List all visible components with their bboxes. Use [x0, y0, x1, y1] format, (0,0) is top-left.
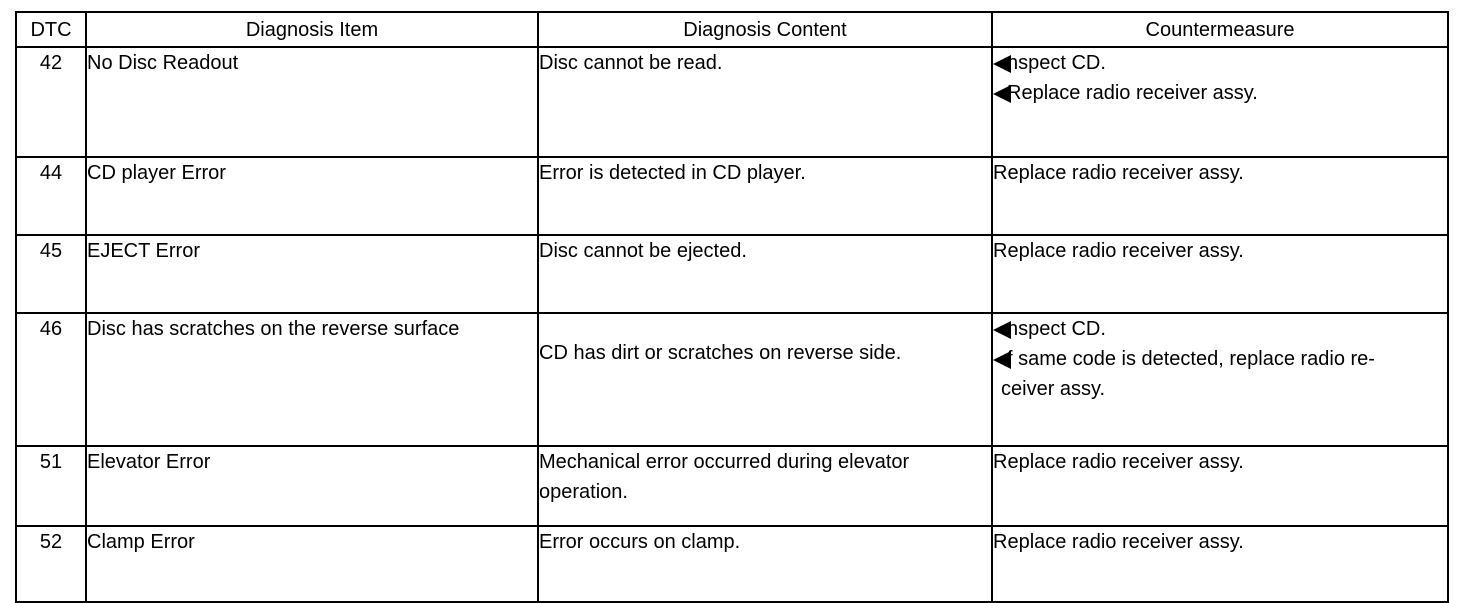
table-row	[16, 47, 1448, 157]
countermeasure: Replace radio receiver assy.	[992, 446, 1448, 526]
header-diagnosis-content: Diagnosis Content	[538, 12, 992, 47]
countermeasure-text: nspect CD.	[1007, 52, 1106, 74]
countermeasure: Replace radio receiver assy.	[992, 157, 1448, 235]
countermeasure-continuation: ceiver assy.	[1001, 378, 1106, 400]
countermeasure-text: Replace radio receiver assy.	[1007, 82, 1258, 104]
countermeasure: Replace radio receiver assy.	[992, 526, 1448, 602]
dtc-table	[15, 11, 1449, 603]
header-row	[16, 12, 1448, 47]
countermeasure-line	[993, 78, 1447, 108]
table-row	[16, 235, 1448, 313]
header-diagnosis-item: Diagnosis Item	[86, 12, 538, 47]
table-row	[16, 446, 1448, 526]
table-row	[16, 157, 1448, 235]
countermeasure-line	[993, 314, 1447, 344]
left-triangle-bullet-icon	[993, 321, 1011, 339]
countermeasure: Replace radio receiver assy.	[992, 235, 1448, 313]
left-triangle-bullet-icon	[993, 55, 1011, 73]
countermeasure	[992, 313, 1448, 446]
diagnosis-item: CD player Error	[86, 157, 538, 235]
countermeasure-text: f same code is detected, replace radio re-	[1007, 348, 1375, 370]
countermeasure-text: nspect CD.	[1007, 318, 1106, 340]
diagnosis-item: Elevator Error	[86, 446, 538, 526]
dtc-code: 51	[16, 446, 86, 526]
left-triangle-bullet-icon	[993, 351, 1011, 369]
dtc-code: 44	[16, 157, 86, 235]
diagnosis-content: Disc cannot be read.	[538, 47, 992, 157]
table-row	[16, 313, 1448, 446]
dtc-code: 52	[16, 526, 86, 602]
left-triangle-bullet-icon	[993, 85, 1011, 103]
diagnosis-content: Disc cannot be ejected.	[538, 235, 992, 313]
dtc-code: 42	[16, 47, 86, 157]
diagnosis-item: Disc has scratches on the reverse surface	[86, 313, 538, 446]
diagnosis-item: EJECT Error	[86, 235, 538, 313]
diagnosis-content: Mechanical error occurred during elevator operation.	[538, 446, 992, 526]
diagnosis-content: CD has dirt or scratches on reverse side.	[538, 313, 992, 446]
dtc-code: 45	[16, 235, 86, 313]
diagnosis-item: Clamp Error	[86, 526, 538, 602]
header-countermeasure: Countermeasure	[992, 12, 1448, 47]
countermeasure-line	[993, 344, 1447, 374]
countermeasure	[992, 47, 1448, 157]
dtc-code: 46	[16, 313, 86, 446]
header-dtc: DTC	[16, 12, 86, 47]
diagnosis-content: Error is detected in CD player.	[538, 157, 992, 235]
table-row	[16, 526, 1448, 602]
diagnosis-item: No Disc Readout	[86, 47, 538, 157]
diagnosis-content: Error occurs on clamp.	[538, 526, 992, 602]
countermeasure-line	[993, 48, 1447, 78]
